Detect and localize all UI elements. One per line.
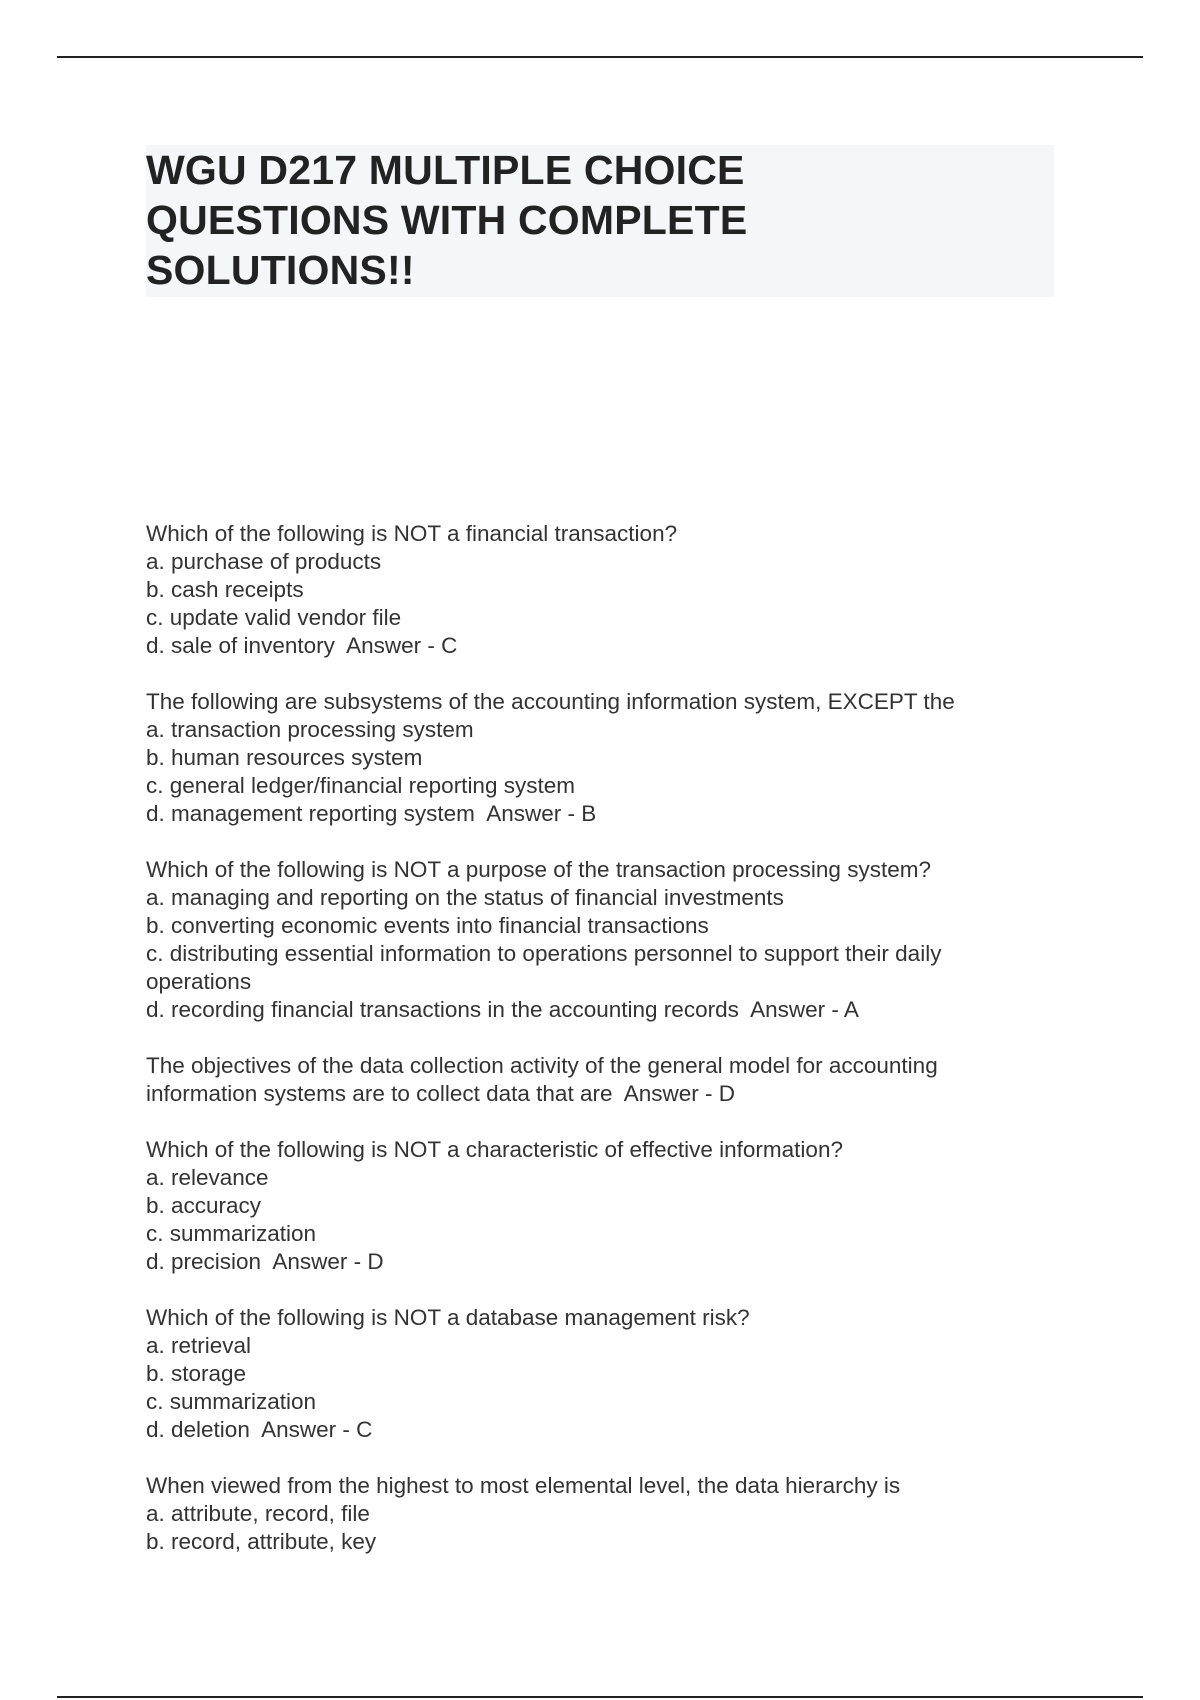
option-d-line <box>146 632 1046 660</box>
question-6 <box>146 1304 1046 1444</box>
option-a: a. relevance <box>146 1165 269 1190</box>
question-prompt: Which of the following is NOT a purpose of the transaction processing system? <box>146 857 931 882</box>
option-a: a. purchase of products <box>146 549 382 574</box>
question-list <box>146 520 1046 1584</box>
title-box <box>146 145 1054 297</box>
option-d-line <box>146 996 1046 1024</box>
option-a: a. transaction processing system <box>146 717 474 742</box>
option-b: b. human resources system <box>146 745 423 770</box>
option-d-line <box>146 800 1046 828</box>
question-prompt: Which of the following is NOT a database management risk? <box>146 1305 750 1330</box>
answer: Answer - B <box>486 801 597 826</box>
question-prompt: When viewed from the highest to most elemental level, the data hierarchy is <box>146 1473 901 1498</box>
answer: Answer - A <box>750 997 859 1022</box>
question-1 <box>146 520 1046 660</box>
option-a: a. managing and reporting on the status of financial investments <box>146 885 784 910</box>
question-prompt: The objectives of the data collection activity of the general model for accounting information systems are to collect data that are <box>146 1053 944 1106</box>
question-2 <box>146 688 1046 828</box>
option-c: c. summarization <box>146 1389 317 1414</box>
question-3 <box>146 856 1046 1024</box>
question-7 <box>146 1472 1046 1556</box>
option-d: d. sale of inventory <box>146 633 335 658</box>
question-4 <box>146 1052 1046 1108</box>
option-c: c. distributing essential information to operations personnel to support their daily operations <box>146 941 948 994</box>
option-d: d. deletion <box>146 1417 250 1442</box>
option-d: d. precision <box>146 1249 262 1274</box>
question-prompt: The following are subsystems of the accounting information system, EXCEPT the <box>146 689 955 714</box>
option-d-line <box>146 1416 1046 1444</box>
document-title: WGU D217 MULTIPLE CHOICE QUESTIONS WITH COMPLETE SOLUTIONS!! <box>146 147 748 293</box>
option-b: b. converting economic events into financial transactions <box>146 913 709 938</box>
option-b: b. storage <box>146 1361 247 1386</box>
option-b: b. record, attribute, key <box>146 1529 377 1554</box>
answer: Answer - C <box>261 1417 373 1442</box>
answer: Answer - D <box>623 1081 736 1106</box>
option-d: d. management reporting system <box>146 801 475 826</box>
option-c: c. update valid vendor file <box>146 605 402 630</box>
option-c: c. summarization <box>146 1221 317 1246</box>
option-a: a. retrieval <box>146 1333 252 1358</box>
top-rule <box>57 56 1143 58</box>
option-d: d. recording financial transactions in the accounting records <box>146 997 739 1022</box>
option-b: b. cash receipts <box>146 577 304 602</box>
option-c: c. general ledger/financial reporting system <box>146 773 575 798</box>
question-prompt: Which of the following is NOT a financial transaction? <box>146 521 678 546</box>
answer: Answer - D <box>272 1249 384 1274</box>
option-d-line <box>146 1248 1046 1276</box>
question-5 <box>146 1136 1046 1276</box>
question-prompt: Which of the following is NOT a characteristic of effective information? <box>146 1137 843 1162</box>
option-a: a. attribute, record, file <box>146 1501 370 1526</box>
option-b: b. accuracy <box>146 1193 262 1218</box>
answer: Answer - C <box>346 633 458 658</box>
bottom-rule <box>57 1696 1143 1698</box>
question-prompt-line <box>146 1052 1046 1108</box>
